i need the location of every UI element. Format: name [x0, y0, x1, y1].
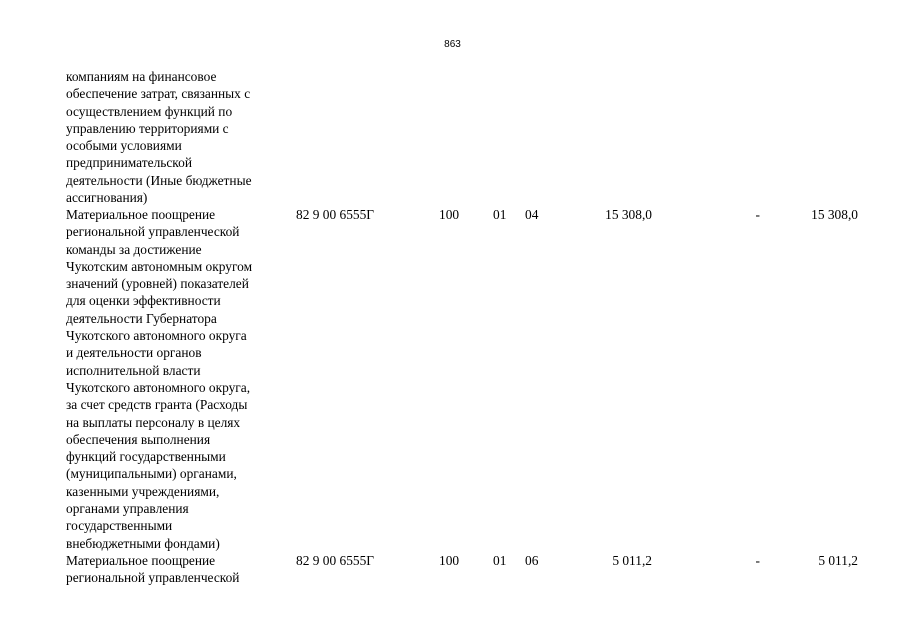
row-amount-1: 5 011,2	[612, 553, 652, 568]
row-expense-type: 100	[439, 207, 460, 222]
row-target-code: 82 9 00 6555Г	[296, 553, 375, 568]
row-section: 01	[493, 207, 507, 222]
row-description: Материальное поощрение региональной управленческой	[66, 553, 240, 586]
row-expense-type: 100	[439, 553, 460, 568]
row-section: 01	[493, 553, 507, 568]
row-amount-1: 15 308,0	[605, 207, 652, 222]
row-amount-2: -	[755, 207, 760, 222]
page-number: 863	[444, 39, 461, 50]
row-amount-3: 5 011,2	[818, 553, 858, 568]
row-amount-2: -	[755, 553, 760, 568]
row-target-code: 82 9 00 6555Г	[296, 207, 375, 222]
row-description: компаниям на финансовое обеспечение затрат, связанных с осуществлением функций по управлению территориями с особыми условиями предпринимательской деятельности (Иные бюджетные ассигнования)	[66, 69, 252, 206]
row-subsection: 06	[525, 553, 539, 568]
row-subsection: 04	[525, 207, 539, 222]
row-amount-3: 15 308,0	[811, 207, 858, 222]
row-description: Материальное поощрение региональной управленческой команды за достижение Чукотским автономным округом значений (уровней) показателей для оценки эффективности деятельности Губернатора Чукотского автономного округа и деятельности органов исполнительной власти Чукотского автономного округа, за счет средств гранта (Расходы на выплаты персоналу в целях обеспечения выполнения функций государственными (муниципальными) органами, казенными учреждениями, органами управления государственными внебюджетными фондами)	[66, 207, 253, 551]
